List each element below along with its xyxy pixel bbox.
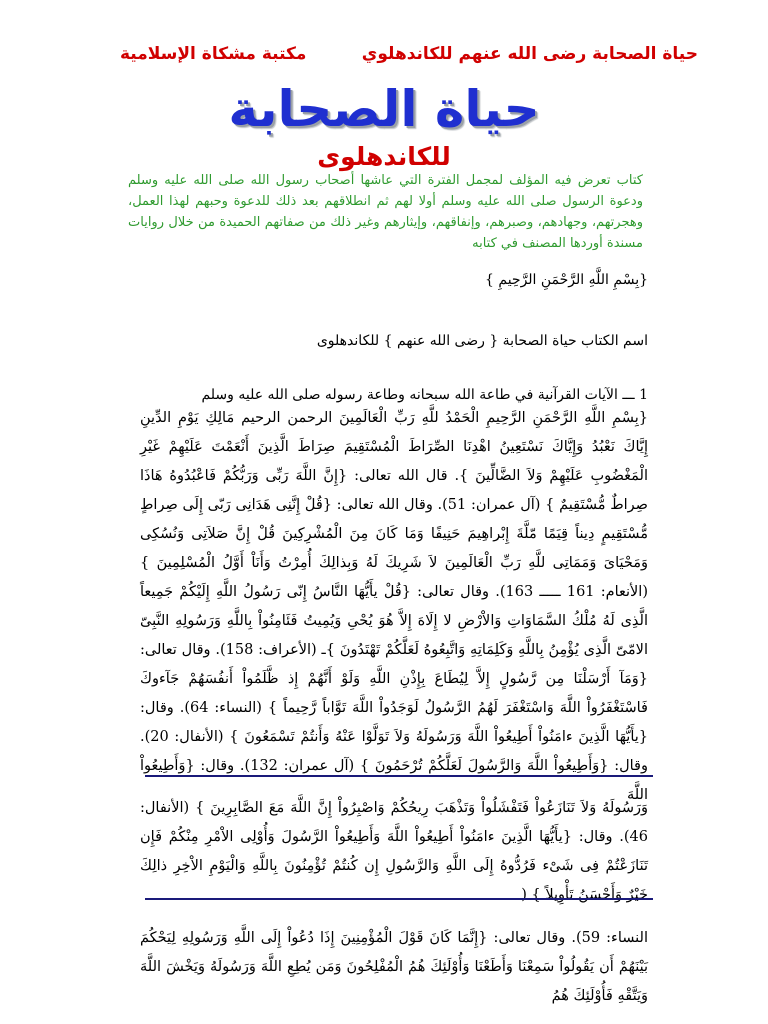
paragraph-3: النساء: 59). وقال تعالى: {إِنَّمَا كَانَ قَوْلَ الْمُؤْمِنِينَ إِذَا دُعُواْ إِلَى اللَّهِ وَرَسُولِهِ لِيَحْكُمَ بَيْنَهُمْ أَن يَقُولُواْ سَمِعْنَا وَأَطَعْنَا وَأُوْلَئِكَ هُمُ الْمُفْلِحُونَ وَمَن يُطِعِ اللَّهَ وَرَسُولَهُ وَيَخْشَ اللَّهَ وَيَتَّقْهِ فَأُوْلَئِكَ هُمُ	[140, 930, 648, 1004]
book-author: للكاندهلوى	[317, 142, 451, 171]
divider-1	[145, 775, 653, 777]
basmala: {بِسْمِ اللَّهِ الرَّحْمَنِ الرَّحِيمِ }	[485, 272, 648, 288]
paragraph-1: {بِسْمِ اللَّهِ الرَّحْمَنِ الرَّحِيمِ الْحَمْدُ للَّهِ رَبِّ الْعَالَمِينَ الرحمن الرحيم مَالِكِ يَوْمِ الدِّينِ إِيَّاكَ نَعْبُدُ وَإِيَّاكَ نَسْتَعِينُ اهْدِنَا الصِّرَاطَ الْمُسْتَقِيمَ صِرَاطَ الَّذِينَ أَنْعَمْتَ عَلَيْهِمْ غَيْرِ الْمَغْضُوبِ عَلَيْهِمْ وَلاَ الضَّالِّينَ }. قال الله تعالى: {إِنَّ اللَّهَ رَبِّى وَرَبُّكُمْ فَاعْبُدُوهُ هَاذَا صِراطٌ مُّسْتَقِيمٌ } (آل عمران: 51). وقال الله تعالى: {قُلْ إِنَّنِى هَدَانِى رَبّى إِلَى صِراطٍ مُّسْتَقِيمٍ دِيناً قِيَمًا مّلَّةَ إِبْراهِيمَ حَنِيفًا وَمَا كَانَ مِنَ الْمُشْرِكِينَ قُلْ إِنَّ صَلاَتِى وَنُسُكِى وَمَحْيَاىَ وَمَمَاتِى للَّهِ رَبِّ الْعَالَمِينَ لاَ شَرِيكَ لَهُ وَبِذالِكَ أُمِرْتُ وَأَنَاْ أَوَّلُ الْمُسْلِمِينَ } (الأنعام: 161 ـــــ 163). وقال تعالى: {قُلْ يأَيُّهَا النَّاسُ إِنّى رَسُولُ اللَّهِ إِلَيْكُمْ جَمِيعاً الَّذِى لَهُ مُلْكُ السَّمَاوَاتِ وَالاْرْضِ لا إِلَاهَ إِلاَّ هُوَ يُحْىِ وَيُمِيتُ فَئَامِنُواْ بِاللَّهِ وَرَسُولِهِ النَّبِىّ الامّىّ الَّذِى يُؤْمِنُ بِاللَّهِ وَكَلِمَاتِهِ وَاتَّبِعُوهُ لَعَلَّكُمْ تَهْتَدُونَ }ـ (الأعراف: 158). وقال تعالى: {وَمَآ أَرْسَلْنَا مِن رَّسُولٍ إِلاَّ لِيُطَاعَ بِإِذْنِ اللَّهِ وَلَوْ أَنَّهُمْ إِذ ظَّلَمُواْ أَنفُسَهُمْ جَآءوكَ فَاسْتَغْفَرُواْ اللَّهَ وَاسْتَغْفَرَ لَهُمُ الرَّسُولُ لَوَجَدُواْ اللَّهَ تَوَّاباً رَّحِيماً } (النساء: 64). وقال: {يأَيُّهَا الَّذِينَ ءامَنُواْ أَطِيعُواْ اللَّهَ وَرَسُولَهُ وَلاَ تَوَلَّوْا عَنْهُ وَأَنتُمْ تَسْمَعُونَ } (الأنفال: 20). وقال: {وَأَطِيعُواْ اللَّهَ وَالرَّسُولَ لَعَلَّكُمْ تُرْحَمُونَ } (آل عمران: 132). وقال: {وَأَطِيعُواْ اللَّهَ	[140, 410, 648, 803]
header-library: مكتبة مشكاة الإسلامية	[120, 44, 307, 64]
book-name-line: اسم الكتاب حياة الصحابة { رضى الله عنهم } للكاندهلوى	[316, 333, 648, 349]
book-title: حياة الصحابة	[228, 80, 540, 138]
book-description: كتاب تعرض فيه المؤلف لمجمل الفترة التي عاشها أصحاب رسول الله صلى الله عليه وسلم ودعوة الرسول صلى الله عليه وسلم أولا لهم ثم انطلاقهم بعد ذلك للدعوة وحبهم لهذا العمل، وهجرتهم، وجهادهم، وصبرهم، وإنفاقهم، وإيثارهم وغير ذلك من صفاتهم الحميدة من خلال روايات مسندة أوردها المصنف في كتابه	[128, 173, 643, 251]
divider-2	[145, 898, 653, 900]
header-title: حياة الصحابة رضى الله عنهم للكاندهلوي	[361, 44, 698, 64]
running-header	[120, 44, 698, 64]
section-heading: 1 ـــ الآيات القرآنية في طاعة الله سبحانه وطاعة رسوله صلى الله عليه وسلم	[201, 387, 648, 403]
paragraph-2: وَرَسُولَهُ وَلاَ تَنَازَعُواْ فَتَفْشَلُواْ وَتَذْهَبَ رِيحُكُمْ وَاصْبِرُواْ إِنَّ اللَّهَ مَعَ الصَّابِرِينَ } (الأنفال: 46). وقال: {يأَيُّهَا الَّذِينَ ءامَنُواْ أَطِيعُواْ اللَّهَ وَأَطِيعُواْ الرَّسُولَ وَأُوْلِى الاْمْرِ مِنْكُمْ فَإِن تَنَازَعْتُمْ فِى شَىْء فَرُدُّوهُ إِلَى اللَّهِ وَالرَّسُولِ إِن كُنتُمْ تُؤْمِنُونَ بِاللَّهِ وَالْيَوْمِ الاْخِرِ ذالِكَ خَيْرٌ وَأَحْسَنُ تَأْوِيلاً } (	[140, 800, 648, 903]
